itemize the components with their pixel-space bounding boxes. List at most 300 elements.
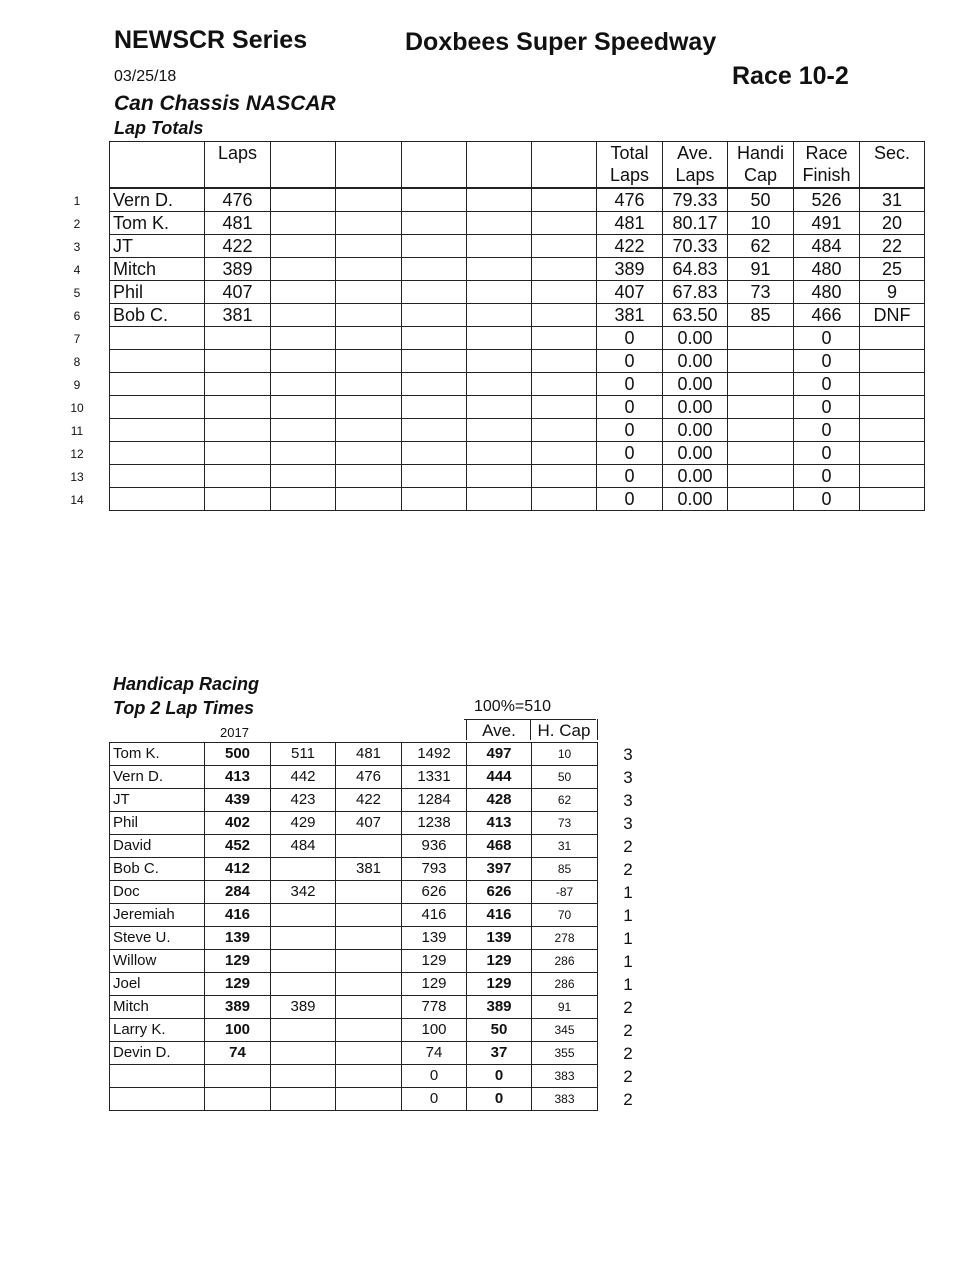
driver-name-cell: Jeremiah xyxy=(110,904,205,927)
race-count: 1 xyxy=(623,975,633,994)
blank-cell xyxy=(467,350,532,373)
handicap-row xyxy=(110,1042,598,1065)
total-laps-cell: 381 xyxy=(597,304,663,327)
ave-cell: 416 xyxy=(467,904,532,927)
lap-time-cell xyxy=(271,858,336,881)
driver-name-cell: Steve U. xyxy=(110,927,205,950)
blank-cell xyxy=(402,442,467,465)
driver-name-cell: Vern D. xyxy=(110,766,205,789)
laps-cell xyxy=(205,350,271,373)
year-label: 2017 xyxy=(220,725,249,740)
blank-cell xyxy=(532,442,597,465)
track-title: Doxbees Super Speedway xyxy=(405,28,717,56)
blank-cell xyxy=(532,304,597,327)
blank-cell xyxy=(467,235,532,258)
lap-totals-table xyxy=(109,141,925,511)
ave-laps-cell: 67.83 xyxy=(663,281,728,304)
lap-row xyxy=(110,465,925,488)
lap-table-header xyxy=(110,142,925,189)
race-finish-cell: 0 xyxy=(794,419,860,442)
blank-cell xyxy=(532,281,597,304)
driver-name-cell xyxy=(110,488,205,511)
lap-time-cell xyxy=(271,973,336,996)
ave-cell: 497 xyxy=(467,743,532,766)
lap-time-cell: 342 xyxy=(271,881,336,904)
lap-time-cell: 381 xyxy=(336,858,402,881)
handicap-cell xyxy=(728,419,794,442)
handicap-cell: 91 xyxy=(532,996,598,1019)
sec-cell xyxy=(860,396,925,419)
header-total-laps: Total Laps xyxy=(597,142,663,189)
handicap-row xyxy=(110,1019,598,1042)
driver-name-cell xyxy=(110,1088,205,1111)
blank-cell xyxy=(467,327,532,350)
header-sec: Sec. xyxy=(860,142,925,189)
handicap-cell: 62 xyxy=(728,235,794,258)
row-number: 3 xyxy=(73,240,81,254)
lap-row xyxy=(110,396,925,419)
handicap-cell: 50 xyxy=(532,766,598,789)
ave-laps-cell: 0.00 xyxy=(663,373,728,396)
ave-laps-cell: 63.50 xyxy=(663,304,728,327)
handicap-cell: 50 xyxy=(728,188,794,212)
blank-cell xyxy=(402,327,467,350)
sec-cell: 25 xyxy=(860,258,925,281)
handicap-cell: 10 xyxy=(728,212,794,235)
driver-name-cell: Doc xyxy=(110,881,205,904)
blank-cell xyxy=(467,396,532,419)
laps-cell xyxy=(205,488,271,511)
total-laps-cell: 476 xyxy=(597,188,663,212)
handicap-row xyxy=(110,996,598,1019)
laps-cell: 476 xyxy=(205,188,271,212)
blank-cell xyxy=(402,373,467,396)
lap-time-cell: 389 xyxy=(205,996,271,1019)
series-title: NEWSCR Series xyxy=(114,26,308,54)
ave-laps-cell: 0.00 xyxy=(663,442,728,465)
ave-cell: 468 xyxy=(467,835,532,858)
laps-cell xyxy=(205,373,271,396)
lap-time-cell xyxy=(336,881,402,904)
total-laps-cell: 0 xyxy=(597,350,663,373)
race-count: 3 xyxy=(623,768,633,787)
handicap-cell xyxy=(728,488,794,511)
handicap-row xyxy=(110,1065,598,1088)
blank-cell xyxy=(271,235,336,258)
ave-cell: 0 xyxy=(467,1088,532,1111)
blank-cell xyxy=(271,488,336,511)
lap-time-cell xyxy=(336,996,402,1019)
handicap-row xyxy=(110,789,598,812)
lap-time-cell: 129 xyxy=(205,950,271,973)
sec-cell xyxy=(860,327,925,350)
lap-time-cell: 389 xyxy=(271,996,336,1019)
total-laps-cell: 0 xyxy=(597,442,663,465)
driver-name-cell: Tom K. xyxy=(110,743,205,766)
sec-cell: 31 xyxy=(860,188,925,212)
lap-time-cell xyxy=(271,1065,336,1088)
row-number: 12 xyxy=(70,447,84,461)
driver-name-cell xyxy=(110,442,205,465)
driver-name-cell: Vern D. xyxy=(110,188,205,212)
sec-cell: 20 xyxy=(860,212,925,235)
row-number: 4 xyxy=(73,263,81,277)
lap-time-cell xyxy=(271,1088,336,1111)
ave-cell: 129 xyxy=(467,950,532,973)
blank-cell xyxy=(467,373,532,396)
handicap-cell xyxy=(728,465,794,488)
lap-row xyxy=(110,327,925,350)
sec-cell: 22 xyxy=(860,235,925,258)
sec-cell xyxy=(860,488,925,511)
row-number: 9 xyxy=(73,378,81,392)
total-cell: 1331 xyxy=(402,766,467,789)
row-number: 1 xyxy=(73,194,81,208)
total-laps-cell: 0 xyxy=(597,327,663,350)
laps-cell xyxy=(205,327,271,350)
class-title: Can Chassis NASCAR xyxy=(114,92,336,115)
lap-row xyxy=(110,281,925,304)
race-count: 1 xyxy=(623,952,633,971)
total-cell: 139 xyxy=(402,927,467,950)
handicap-cell xyxy=(728,442,794,465)
driver-name-cell xyxy=(110,419,205,442)
handicap-cell: 85 xyxy=(728,304,794,327)
race-count: 2 xyxy=(623,837,633,856)
handicap-subtitle: Top 2 Lap Times xyxy=(113,698,255,718)
race-count: 2 xyxy=(623,860,633,879)
header-blank xyxy=(467,142,532,189)
sec-cell xyxy=(860,373,925,396)
race-count: 3 xyxy=(623,745,633,764)
lap-time-cell: 439 xyxy=(205,789,271,812)
header-name-cell xyxy=(110,142,205,189)
lap-time-cell xyxy=(336,1065,402,1088)
driver-name-cell xyxy=(110,465,205,488)
ave-cell: 389 xyxy=(467,996,532,1019)
handicap-cell: 31 xyxy=(532,835,598,858)
handicap-cell: 286 xyxy=(532,950,598,973)
lap-time-cell: 500 xyxy=(205,743,271,766)
lap-row xyxy=(110,419,925,442)
row-number: 14 xyxy=(70,493,84,507)
handicap-cell: 62 xyxy=(532,789,598,812)
row-number: 2 xyxy=(73,217,81,231)
blank-cell xyxy=(467,419,532,442)
handicap-cell xyxy=(728,396,794,419)
lap-time-cell xyxy=(271,904,336,927)
race-count: 1 xyxy=(623,906,633,925)
total-cell: 778 xyxy=(402,996,467,1019)
lap-time-cell xyxy=(336,835,402,858)
race-count: 1 xyxy=(623,929,633,948)
blank-cell xyxy=(271,212,336,235)
handicap-cell: 355 xyxy=(532,1042,598,1065)
driver-name-cell: Joel xyxy=(110,973,205,996)
blank-cell xyxy=(336,327,402,350)
blank-cell xyxy=(467,442,532,465)
blank-cell xyxy=(271,327,336,350)
blank-cell xyxy=(336,281,402,304)
total-cell: 74 xyxy=(402,1042,467,1065)
total-laps-cell: 389 xyxy=(597,258,663,281)
row-number: 11 xyxy=(70,424,84,438)
handicap-cell: 10 xyxy=(532,743,598,766)
driver-name-cell xyxy=(110,373,205,396)
ave-cell: 50 xyxy=(467,1019,532,1042)
handicap-cell: 286 xyxy=(532,973,598,996)
race-finish-cell: 0 xyxy=(794,350,860,373)
sec-cell xyxy=(860,350,925,373)
handicap-row xyxy=(110,950,598,973)
lap-row xyxy=(110,258,925,281)
lap-row xyxy=(110,350,925,373)
row-number: 8 xyxy=(73,355,81,369)
lap-row xyxy=(110,373,925,396)
total-laps-cell: 422 xyxy=(597,235,663,258)
driver-name-cell: Devin D. xyxy=(110,1042,205,1065)
race-count: 2 xyxy=(623,1044,633,1063)
handicap-cell: 70 xyxy=(532,904,598,927)
blank-cell xyxy=(532,465,597,488)
header-handicap: Handi Cap xyxy=(728,142,794,189)
handicap-cell xyxy=(728,350,794,373)
lap-time-cell: 416 xyxy=(205,904,271,927)
ave-cell: 413 xyxy=(467,812,532,835)
lap-time-cell: 100 xyxy=(205,1019,271,1042)
total-cell: 1492 xyxy=(402,743,467,766)
lap-time-cell: 129 xyxy=(205,973,271,996)
total-laps-cell: 0 xyxy=(597,396,663,419)
handicap-row xyxy=(110,881,598,904)
driver-name-cell: David xyxy=(110,835,205,858)
lap-time-cell xyxy=(336,973,402,996)
blank-cell xyxy=(402,235,467,258)
blank-cell xyxy=(467,488,532,511)
laps-cell: 381 xyxy=(205,304,271,327)
handicap-row xyxy=(110,766,598,789)
blank-cell xyxy=(402,258,467,281)
race-finish-cell: 0 xyxy=(794,442,860,465)
handicap-cell: -87 xyxy=(532,881,598,904)
driver-name-cell xyxy=(110,327,205,350)
ave-laps-cell: 0.00 xyxy=(663,488,728,511)
ave-cell: 129 xyxy=(467,973,532,996)
blank-cell xyxy=(532,419,597,442)
row-numbers xyxy=(62,190,92,512)
race-count: 2 xyxy=(623,998,633,1017)
blank-cell xyxy=(402,465,467,488)
blank-cell xyxy=(532,235,597,258)
blank-cell xyxy=(467,465,532,488)
driver-name-cell xyxy=(110,396,205,419)
header-blank xyxy=(271,142,336,189)
blank-cell xyxy=(336,488,402,511)
total-laps-cell: 0 xyxy=(597,465,663,488)
race-finish-cell: 0 xyxy=(794,396,860,419)
blank-cell xyxy=(336,350,402,373)
total-laps-cell: 407 xyxy=(597,281,663,304)
blank-cell xyxy=(402,396,467,419)
race-count: 3 xyxy=(623,791,633,810)
laps-cell xyxy=(205,396,271,419)
handicap-cell: 278 xyxy=(532,927,598,950)
handicap-row xyxy=(110,973,598,996)
handicap-row xyxy=(110,835,598,858)
driver-name-cell xyxy=(110,350,205,373)
total-laps-cell: 0 xyxy=(597,373,663,396)
race-finish-cell: 466 xyxy=(794,304,860,327)
lap-time-cell: 511 xyxy=(271,743,336,766)
race-finish-cell: 0 xyxy=(794,327,860,350)
blank-cell xyxy=(336,188,402,212)
ave-cell: 397 xyxy=(467,858,532,881)
race-date: 03/25/18 xyxy=(114,68,177,85)
driver-name-cell: Tom K. xyxy=(110,212,205,235)
blank-cell xyxy=(532,488,597,511)
lap-time-cell xyxy=(336,950,402,973)
lap-time-cell: 484 xyxy=(271,835,336,858)
handicap-row xyxy=(110,904,598,927)
ave-laps-cell: 70.33 xyxy=(663,235,728,258)
ave-cell: 428 xyxy=(467,789,532,812)
lap-time-cell xyxy=(205,1088,271,1111)
driver-name-cell: Willow xyxy=(110,950,205,973)
total-laps-cell: 481 xyxy=(597,212,663,235)
blank-cell xyxy=(336,373,402,396)
blank-cell xyxy=(271,396,336,419)
driver-name-cell: Mitch xyxy=(110,996,205,1019)
blank-cell xyxy=(271,304,336,327)
lap-time-cell: 422 xyxy=(336,789,402,812)
blank-cell xyxy=(271,258,336,281)
blank-cell xyxy=(532,373,597,396)
blank-cell xyxy=(532,327,597,350)
ave-laps-cell: 0.00 xyxy=(663,419,728,442)
blank-cell xyxy=(402,304,467,327)
sec-cell xyxy=(860,465,925,488)
ave-laps-cell: 0.00 xyxy=(663,327,728,350)
total-cell: 1284 xyxy=(402,789,467,812)
blank-cell xyxy=(467,258,532,281)
handicap-row xyxy=(110,1088,598,1111)
lap-time-cell xyxy=(271,927,336,950)
blank-cell xyxy=(532,212,597,235)
race-title: Race 10-2 xyxy=(732,62,849,90)
lap-row xyxy=(110,488,925,511)
handicap-cell: 73 xyxy=(728,281,794,304)
handicap-title: Handicap Racing xyxy=(113,674,260,694)
race-count: 2 xyxy=(623,1090,633,1109)
total-cell: 100 xyxy=(402,1019,467,1042)
driver-name-cell: Phil xyxy=(110,812,205,835)
blank-cell xyxy=(532,188,597,212)
percent-label: 100%=510 xyxy=(474,698,551,715)
row-number: 5 xyxy=(73,286,81,300)
blank-cell xyxy=(402,419,467,442)
blank-cell xyxy=(336,304,402,327)
lap-row xyxy=(110,212,925,235)
blank-cell xyxy=(271,281,336,304)
handicap-cell: 85 xyxy=(532,858,598,881)
ave-cell: 37 xyxy=(467,1042,532,1065)
header-laps: Laps xyxy=(205,142,271,189)
blank-cell xyxy=(467,212,532,235)
race-counts xyxy=(618,743,638,1111)
race-count: 2 xyxy=(623,1021,633,1040)
handicap-cell xyxy=(728,327,794,350)
ave-cell: 0 xyxy=(467,1065,532,1088)
header-blank xyxy=(336,142,402,189)
blank-cell xyxy=(271,442,336,465)
ave-laps-cell: 80.17 xyxy=(663,212,728,235)
total-cell: 416 xyxy=(402,904,467,927)
total-cell: 0 xyxy=(402,1088,467,1111)
lap-time-cell xyxy=(271,950,336,973)
race-finish-cell: 480 xyxy=(794,258,860,281)
ave-laps-cell: 0.00 xyxy=(663,465,728,488)
lap-time-cell xyxy=(336,1088,402,1111)
lap-time-cell xyxy=(271,1042,336,1065)
lap-time-cell: 412 xyxy=(205,858,271,881)
total-cell: 936 xyxy=(402,835,467,858)
sec-cell: DNF xyxy=(860,304,925,327)
race-finish-cell: 0 xyxy=(794,373,860,396)
blank-cell xyxy=(336,235,402,258)
lap-row xyxy=(110,188,925,212)
driver-name-cell xyxy=(110,1065,205,1088)
lap-time-cell: 476 xyxy=(336,766,402,789)
handicap-header: H. Cap xyxy=(530,719,598,740)
row-number: 13 xyxy=(70,470,84,484)
lap-row xyxy=(110,235,925,258)
lap-time-cell: 74 xyxy=(205,1042,271,1065)
blank-cell xyxy=(402,350,467,373)
blank-cell xyxy=(467,304,532,327)
race-count: 2 xyxy=(623,1067,633,1086)
lap-time-cell: 452 xyxy=(205,835,271,858)
driver-name-cell: Mitch xyxy=(110,258,205,281)
row-number: 7 xyxy=(73,332,81,346)
row-number: 10 xyxy=(70,401,84,415)
lap-time-cell xyxy=(336,1042,402,1065)
race-count: 3 xyxy=(623,814,633,833)
blank-cell xyxy=(271,419,336,442)
handicap-table xyxy=(109,742,598,1111)
lap-time-cell xyxy=(336,904,402,927)
lap-time-cell xyxy=(205,1065,271,1088)
ave-header: Ave. xyxy=(466,719,531,740)
laps-cell: 407 xyxy=(205,281,271,304)
lap-time-cell: 423 xyxy=(271,789,336,812)
lap-time-cell: 284 xyxy=(205,881,271,904)
blank-cell xyxy=(271,465,336,488)
handicap-cell: 91 xyxy=(728,258,794,281)
blank-cell xyxy=(336,396,402,419)
total-cell: 626 xyxy=(402,881,467,904)
laps-cell: 422 xyxy=(205,235,271,258)
ave-cell: 444 xyxy=(467,766,532,789)
total-cell: 129 xyxy=(402,950,467,973)
blank-cell xyxy=(532,350,597,373)
driver-name-cell: Bob C. xyxy=(110,858,205,881)
header-ave-laps: Ave. Laps xyxy=(663,142,728,189)
blank-cell xyxy=(402,281,467,304)
blank-cell xyxy=(532,396,597,419)
sec-cell xyxy=(860,442,925,465)
laps-cell xyxy=(205,442,271,465)
ave-laps-cell: 0.00 xyxy=(663,396,728,419)
